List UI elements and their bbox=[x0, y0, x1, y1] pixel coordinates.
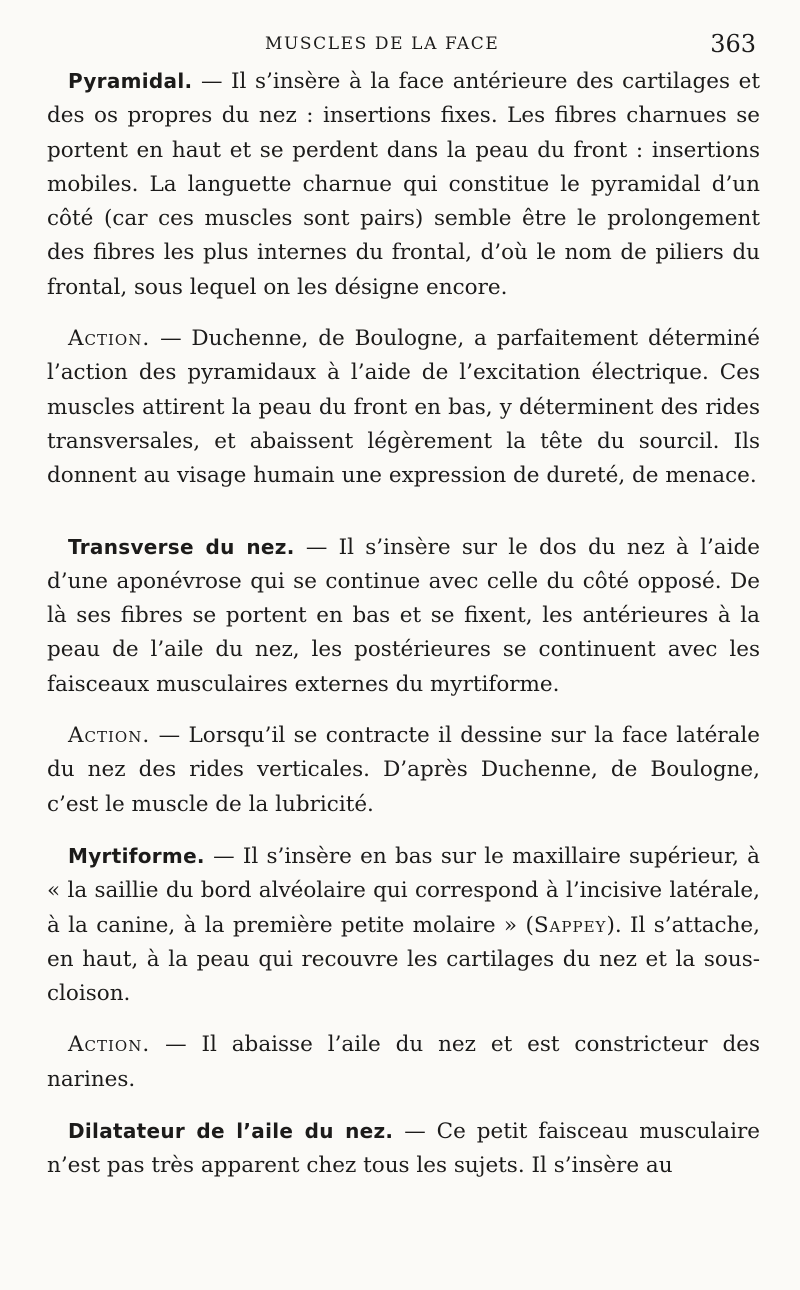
running-head bbox=[47, 30, 760, 64]
paragraph-text: — Il abaisse l’aile du nez et est constricteur des narines. bbox=[47, 1032, 760, 1092]
term-heading: Pyramidal. bbox=[68, 69, 193, 93]
action-heading: Action. bbox=[68, 723, 151, 749]
paragraph-text: — Il s’insère en bas sur le maxillaire supérieur, à « la saillie du bord alvéolaire qui correspond à l’incisive latérale, à la canine, à la première petite molaire » ( bbox=[47, 843, 760, 938]
term-heading: Dilatateur de l’aile du nez. bbox=[68, 1119, 394, 1144]
paragraph-myrtiforme bbox=[47, 839, 760, 1011]
paragraph-text: — Il s’insère à la face antérieure des cartilages et des os propres du nez : insertions fixes. Les fibres charnues se portent en haut et se perdent dans la peau du front : insertions mobiles. La languette charnue qui constitue le pyramidal d’un côté (car ces muscles sont pairs) semble être le prolongement des fibres les plus internes du frontal, d’où le nom de piliers du frontal, sous lequel on les désigne encore. bbox=[47, 69, 760, 300]
page-number: 363 bbox=[710, 30, 756, 58]
action-heading: Action. bbox=[68, 326, 151, 352]
paragraph-action-myrtiforme bbox=[47, 1028, 760, 1097]
paragraph-action-pyramidal bbox=[47, 322, 760, 493]
paragraph-transverse bbox=[47, 530, 760, 702]
paragraph-text: — Ce petit faisceau musculaire n’est pas très apparent chez tous les sujets. Il s’insère au bbox=[47, 1119, 760, 1179]
term-heading: Myrtiforme. bbox=[68, 843, 205, 868]
paragraph-text-end: ). Il s’attache, en haut, à la peau qui recouvre les cartilages du nez et la sous-cloison. bbox=[47, 912, 760, 1007]
paragraph-text: — Il s’insère sur le dos du nez à l’aide d’une aponévrose qui se continue avec celle du côté opposé. De là ses fibres se portent en bas et se fixent, les antérieures à la peau de l’aile du nez, les postérieures se continuent avec les faisceaux musculaires externes du myrtiforme. bbox=[47, 534, 760, 697]
action-heading: Action. bbox=[68, 1032, 151, 1058]
term-heading: Transverse du nez. bbox=[68, 534, 295, 559]
paragraph-text: — Duchenne, de Boulogne, a parfaitement déterminé l’action des pyramidaux à l’aide de l’excitation électrique. Ces muscles attirent la peau du front en bas, y déterminent des rides transversales, et abaissent légèrement la tête du sourcil. Ils donnent au visage humain une expression de dureté, de menace. bbox=[47, 326, 760, 489]
paragraph-pyramidal bbox=[47, 64, 760, 305]
paragraph-text: — Lorsqu’il se contracte il dessine sur la face latérale du nez des rides verticales. D’après Duchenne, de Boulogne, c’est le muscle de la lubricité. bbox=[47, 723, 760, 817]
running-title: MUSCLES DE LA FACE bbox=[265, 34, 500, 54]
paragraph-action-transverse bbox=[47, 719, 760, 822]
paragraph-dilatateur bbox=[47, 1114, 760, 1184]
citation-author: Sappey bbox=[533, 912, 607, 938]
